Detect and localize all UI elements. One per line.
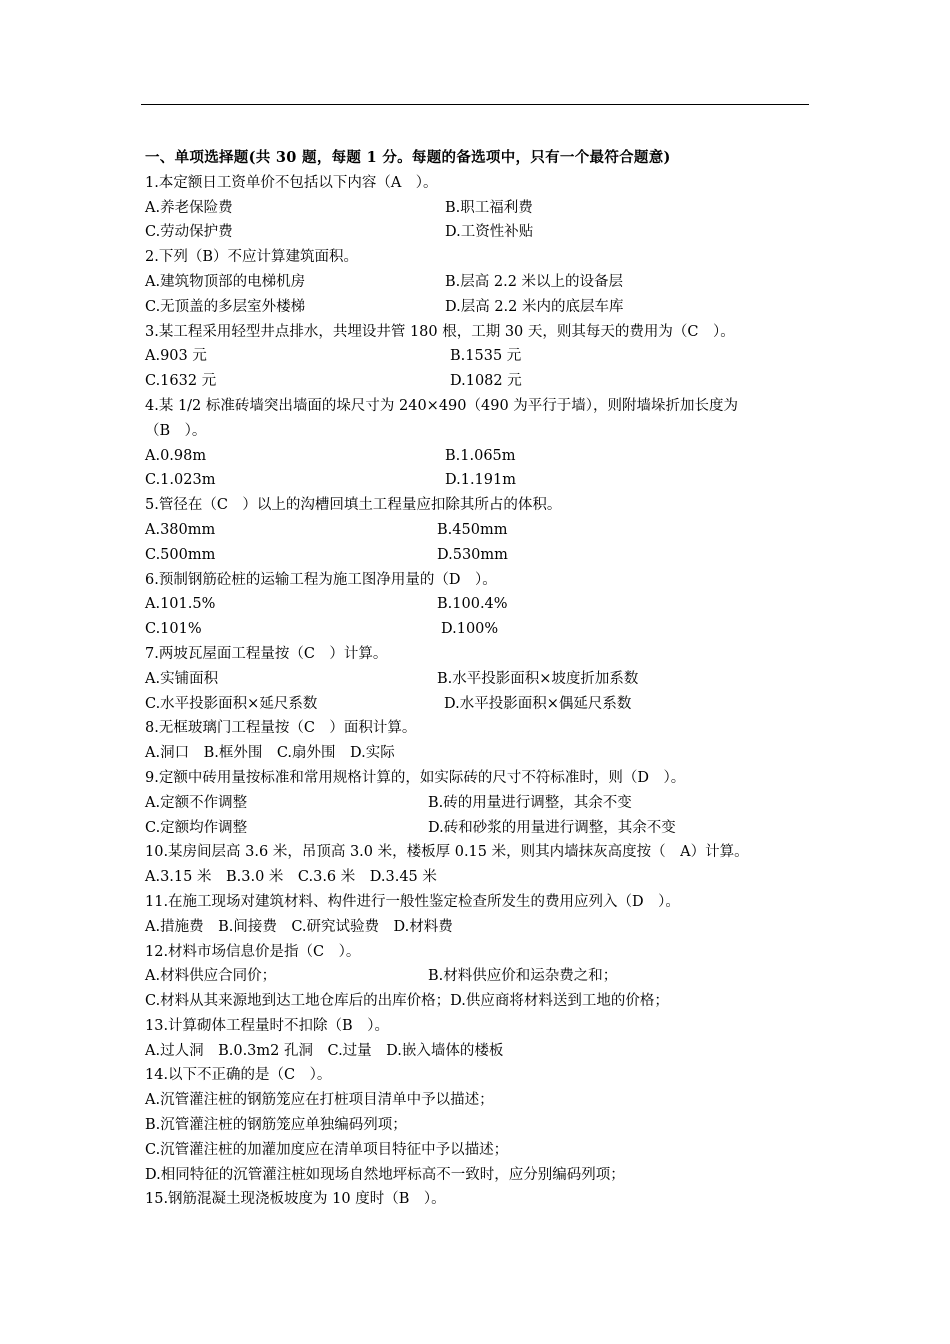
question-line: 7.两坡瓦屋面工程量按（C ）计算。 <box>145 645 388 662</box>
option-right: D.层高 2.2 米内的底层车库 <box>445 298 624 315</box>
option-right: B.水平投影面积×坡度折加系数 <box>437 670 639 687</box>
option-left: A.903 元 <box>145 348 207 365</box>
option-row <box>145 196 815 221</box>
option-row <box>145 444 815 469</box>
section-title: 一、单项选择题(共 30 题，每题 1 分。每题的备选项中，只有一个最符合题意) <box>145 149 671 166</box>
option-row <box>145 220 815 245</box>
option-left: C.1.023m <box>145 472 216 489</box>
option-left: A.380mm <box>145 521 216 538</box>
option-row <box>145 816 815 841</box>
option-left: C.101% <box>145 621 202 638</box>
option-right: B.100.4% <box>437 596 508 613</box>
question-line: B.沉管灌注桩的钢筋笼应单独编码列项； <box>145 1117 407 1134</box>
question-line: 5.管径在（C ）以上的沟槽回填土工程量应扣除其所占的体积。 <box>145 497 562 514</box>
option-row <box>145 344 815 369</box>
option-left: C.无顶盖的多层室外楼梯 <box>145 298 306 315</box>
option-left: A.101.5% <box>145 596 216 613</box>
option-row <box>145 369 815 394</box>
option-row <box>145 518 815 543</box>
question-line: A.3.15 米 B.3.0 米 C.3.6 米 D.3.45 米 <box>145 869 437 886</box>
option-right: B.450mm <box>437 521 508 538</box>
option-left: C.1632 元 <box>145 373 217 390</box>
question-list <box>145 171 815 1212</box>
question-line: 10.某房间层高 3.6 米，吊顶高 3.0 米，楼板厚 0.15 米，则其内墙抹灰高度按（ A）计算。 <box>145 844 749 861</box>
question-line: 1.本定额日工资单价不包括以下内容（A ）。 <box>145 174 438 191</box>
option-right: B.1535 元 <box>450 348 522 365</box>
option-row <box>145 667 815 692</box>
question-line: A.洞口 B.框外围 C.扇外围 D.实际 <box>145 745 395 762</box>
option-right: D.100% <box>441 621 499 638</box>
option-left: C.水平投影面积×延尺系数 <box>145 695 318 712</box>
question-line: （B ）。 <box>145 422 207 439</box>
option-row <box>145 617 815 642</box>
document-body <box>145 146 815 1212</box>
question-line: 9.定额中砖用量按标准和常用规格计算的，如实际砖的尺寸不符标准时，则（D ）。 <box>145 769 686 786</box>
option-left: C.定额均作调整 <box>145 819 248 836</box>
option-left: A.0.98m <box>145 447 207 464</box>
option-right: D.530mm <box>437 546 508 563</box>
option-left: A.养老保险费 <box>145 199 233 216</box>
option-right: B.层高 2.2 米以上的设备层 <box>445 273 624 290</box>
question-line: A.过人洞 B.0.3m2 孔洞 C.过量 D.嵌入墙体的楼板 <box>145 1042 504 1059</box>
option-left: C.500mm <box>145 546 216 563</box>
question-line: 15.钢筋混凝土现浇板坡度为 10 度时（B ）。 <box>145 1191 446 1208</box>
option-row <box>145 270 815 295</box>
option-right: D.砖和砂浆的用量进行调整，其余不变 <box>428 819 676 836</box>
question-line: 3.某工程采用轻型井点排水，共埋设井管 180 根，工期 30 天，则其每天的费用为（C ）。 <box>145 323 735 340</box>
question-line: 12.材料市场信息价是指（C ）。 <box>145 943 361 960</box>
option-right: D.工资性补贴 <box>445 224 534 241</box>
header-rule <box>141 104 809 105</box>
option-left: A.材料供应合同价； <box>145 968 277 985</box>
question-line: 14.以下不正确的是（C ）。 <box>145 1067 332 1084</box>
option-row <box>145 543 815 568</box>
option-row <box>145 964 815 989</box>
option-right: D.水平投影面积×偶延尺系数 <box>444 695 632 712</box>
option-row <box>145 791 815 816</box>
question-line: 8.无框玻璃门工程量按（C ）面积计算。 <box>145 720 417 737</box>
option-row <box>145 468 815 493</box>
question-line: 2.下列（B）不应计算建筑面积。 <box>145 249 358 266</box>
question-line: 13.计算砌体工程量时不扣除（B ）。 <box>145 1017 389 1034</box>
option-right: B.1.065m <box>445 447 516 464</box>
question-line: A.沉管灌注桩的钢筋笼应在打桩项目清单中予以描述； <box>145 1092 494 1109</box>
question-line: D.相同特征的沉管灌注桩如现场自然地坪标高不一致时，应分别编码列项； <box>145 1166 625 1183</box>
option-left: C.劳动保护费 <box>145 224 233 241</box>
option-right: B.砖的用量进行调整，其余不变 <box>428 794 632 811</box>
option-left: A.实铺面积 <box>145 670 219 687</box>
option-left: A.定额不作调整 <box>145 794 248 811</box>
question-line: A.措施费 B.间接费 C.研究试验费 D.材料费 <box>145 918 453 935</box>
question-line: 6.预制钢筋砼桩的运输工程为施工图净用量的（D ）。 <box>145 571 497 588</box>
option-right: B.材料供应价和运杂费之和； <box>428 968 618 985</box>
option-row <box>145 592 815 617</box>
question-line: 4.某 1/2 标准砖墙突出墙面的垛尺寸为 240×490（490 为平行于墙），则附墙垛折加长度为 <box>145 397 739 414</box>
option-left: A.建筑物顶部的电梯机房 <box>145 273 306 290</box>
question-line: 11.在施工现场对建筑材料、构件进行一般性鉴定检查所发生的费用应列入（D ）。 <box>145 893 680 910</box>
option-right: B.职工福利费 <box>445 199 533 216</box>
option-row <box>145 295 815 320</box>
option-right: D.1.191m <box>445 472 516 489</box>
option-right: D.1082 元 <box>450 373 522 390</box>
option-row <box>145 692 815 717</box>
question-line: C.沉管灌注桩的加灌加度应在清单项目特征中予以描述； <box>145 1141 509 1158</box>
question-line: C.材料从其来源地到达工地仓库后的出库价格；D.供应商将材料送到工地的价格； <box>145 993 669 1010</box>
